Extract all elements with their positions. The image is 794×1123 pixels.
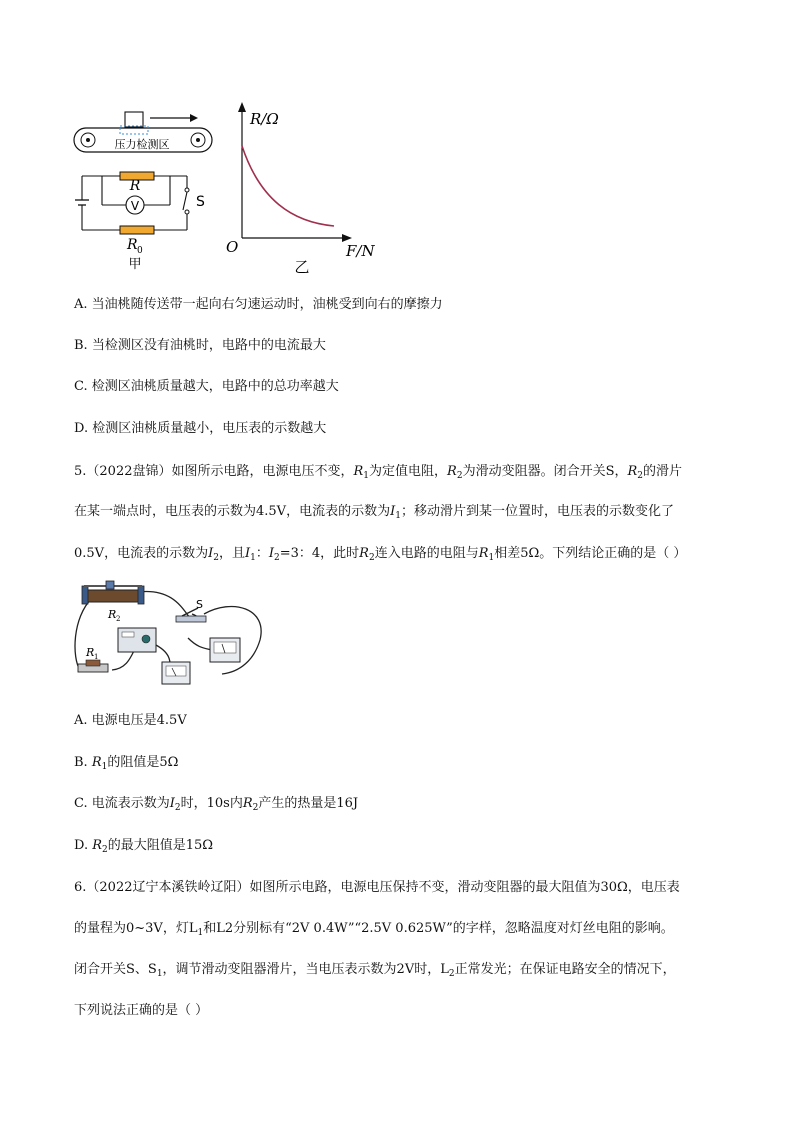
voltmeter-label: V [130,199,140,213]
figure-yi [222,100,392,278]
q5-stem-line2: 在某一端点时，电压表的示数为4.5V，电流表的示数为$I_1$；移动滑片到某一位置时，电压表的示数变化了 [74,504,674,521]
switch-icon [183,192,187,210]
q4-option-c: C. 检测区油桃质量越大，电路中的总功率越大 [74,379,339,394]
conveyor-label: 压力检测区 [114,138,170,151]
q5-option-a: A. 电源电压是4.5V [74,713,187,728]
y-axis-arrow-icon [238,102,246,112]
q5-option-c: C. 电流表示数为$I_2$时，10s内$R_2$产生的热量是16J [74,796,359,813]
rheostat-slider [106,581,114,589]
origin-label: O [226,238,239,256]
x-axis-arrow-icon [342,234,352,242]
arrow-right-icon [190,114,198,122]
q6-stem-line1: 6.（2022辽宁本溪铁岭辽阳）如图所示电路，电源电压保持不变，滑动变阻器的最大阻值为30Ω，电压表 [74,880,680,895]
resistor-R0 [120,226,154,234]
q5-option-b: B. $R_1$的阻值是5Ω [74,755,179,772]
switch-label: S [196,194,205,210]
rheostat-R2 [86,590,140,602]
r-f-curve [242,146,334,226]
peach-box [125,112,143,127]
x-axis-label: F/N [346,242,375,260]
label-R0-sub: 0 [137,246,143,256]
label-R0: R [127,237,138,253]
fig-label-R1-sub: 1 [94,653,99,661]
q4-option-a: A. 当油桃随传送带一起向右匀速运动时，油桃受到向右的摩擦力 [74,297,443,312]
q6-stem-line2: 的量程为0~3V，灯$L_1$和L2分别标有“2V 0.4W”“2.5V 0.625W”的字样，忽略温度对灯丝电阻的影响。 [74,921,674,938]
switch-S [176,616,206,622]
q4-option-d: D. 检测区油桃质量越小，电压表的示数越大 [74,421,327,436]
q5-stem-line3: 0.5V，电流表的示数为$I_2$，且$I_1$：$I_2=3$：4，此时$R_2$连入电路的电阻与$R_1$相差5Ω。下列结论正确的是（ ） [74,546,687,563]
caption-yi: 乙 [294,258,310,276]
q5-stem-line1: 5.（2022盘锦）如图所示电路，电源电压不变，$R_1$为定值电阻，$R_2$为滑动变阻器。闭合开关S，$R_2$的滑片 [74,464,683,481]
caption-jia: 甲 [128,257,142,272]
figure-jia [72,106,232,276]
fig-label-S: S [196,598,203,611]
fig-label-R2: R [108,608,117,621]
fig-label-R1: R [86,646,95,659]
q6-stem-line3: 闭合开关S、$S_1$，调节滑动变阻器滑片，当电压表示数为2V时，$L_2$正常发光；在保证电路安全的情况下， [74,962,676,979]
fig-label-R2-sub: 2 [116,615,121,623]
power-supply [118,628,156,652]
q4-option-b: B. 当检测区没有油桃时，电路中的电流最大 [74,338,326,353]
q5-circuit-figure [72,578,272,688]
q5-option-d: D. $R_2$的最大阻值是15Ω [74,838,214,855]
label-R: R [129,178,141,194]
y-axis-label: R/Ω [250,110,279,128]
q6-stem-line4: 下列说法正确的是（ ） [74,1003,209,1018]
